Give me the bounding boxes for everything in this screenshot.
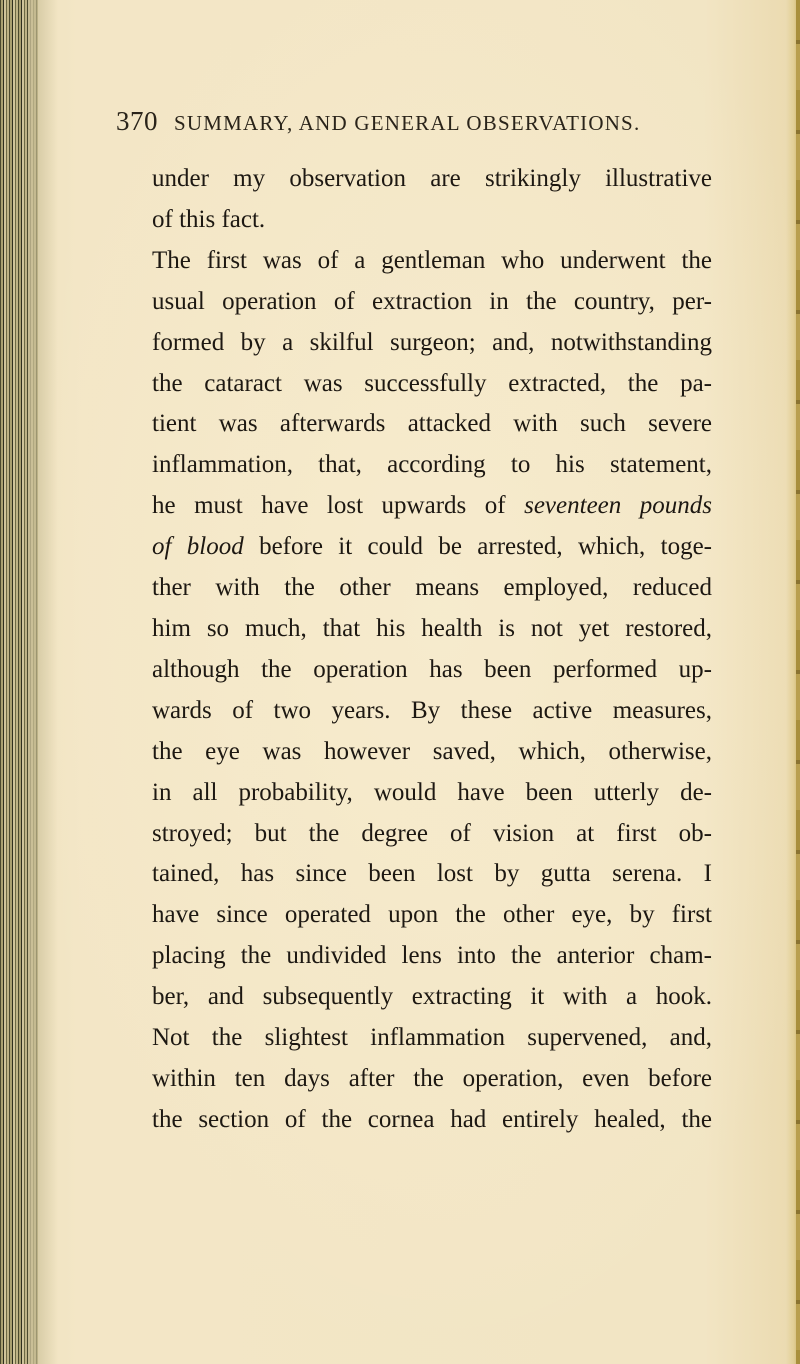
text-fragment: he must have lost upwards of (152, 492, 506, 520)
text-line: under my observation are strikingly illustrative (152, 165, 712, 192)
text-line: placing the undivided lens into the anterior cham- (152, 942, 712, 970)
text-line: stroyed; but the degree of vision at first ob- (152, 819, 712, 847)
page-right-edge-strip (796, 0, 800, 1364)
page-number: 370 (116, 106, 158, 136)
text-line: ther with the other means employed, reduced (152, 574, 712, 602)
text-line: have since operated upon the other eye, by first (152, 901, 712, 929)
body-text (152, 159, 712, 1141)
gutter-shadow (28, 0, 58, 1364)
text-line: the section of the cornea had entirely healed, the (152, 1105, 712, 1133)
text-fragment: before it could be arrested, which, toge- (259, 533, 713, 561)
text-line (152, 486, 712, 527)
italic-phrase: seventeen pounds (524, 492, 713, 520)
page-header (116, 106, 716, 142)
text-line (152, 527, 712, 568)
text-line: tained, has since been lost by gutta serena. I (152, 860, 712, 888)
italic-phrase: of blood (152, 533, 244, 561)
text-line: ber, and subsequently extracting it with a hook. (152, 983, 712, 1011)
running-head: SUMMARY, AND GENERAL OBSERVATIONS. (174, 111, 641, 135)
text-line: although the operation has been performed up- (152, 655, 712, 683)
text-line: inflammation, that, according to his statement, (152, 451, 712, 479)
text-line: Not the slightest inflammation supervened, and, (152, 1024, 712, 1052)
text-line: wards of two years. By these active measures, (152, 696, 712, 724)
text-line: tient was afterwards attacked with such severe (152, 410, 712, 438)
text-line: of this fact. (152, 205, 266, 233)
text-line: the cataract was successfully extracted, the pa- (152, 369, 712, 397)
text-line: him so much, that his health is not yet restored, (152, 614, 712, 642)
text-line: usual operation of extraction in the country, per- (152, 287, 712, 315)
text-line: in all probability, would have been utterly de- (152, 778, 712, 806)
text-line: The first was of a gentleman who underwent the (152, 246, 712, 274)
text-line: within ten days after the operation, even before (152, 1064, 712, 1092)
text-line: the eye was however saved, which, otherwise, (152, 737, 712, 765)
text-line: formed by a skilful surgeon; and, notwithstanding (152, 328, 712, 356)
